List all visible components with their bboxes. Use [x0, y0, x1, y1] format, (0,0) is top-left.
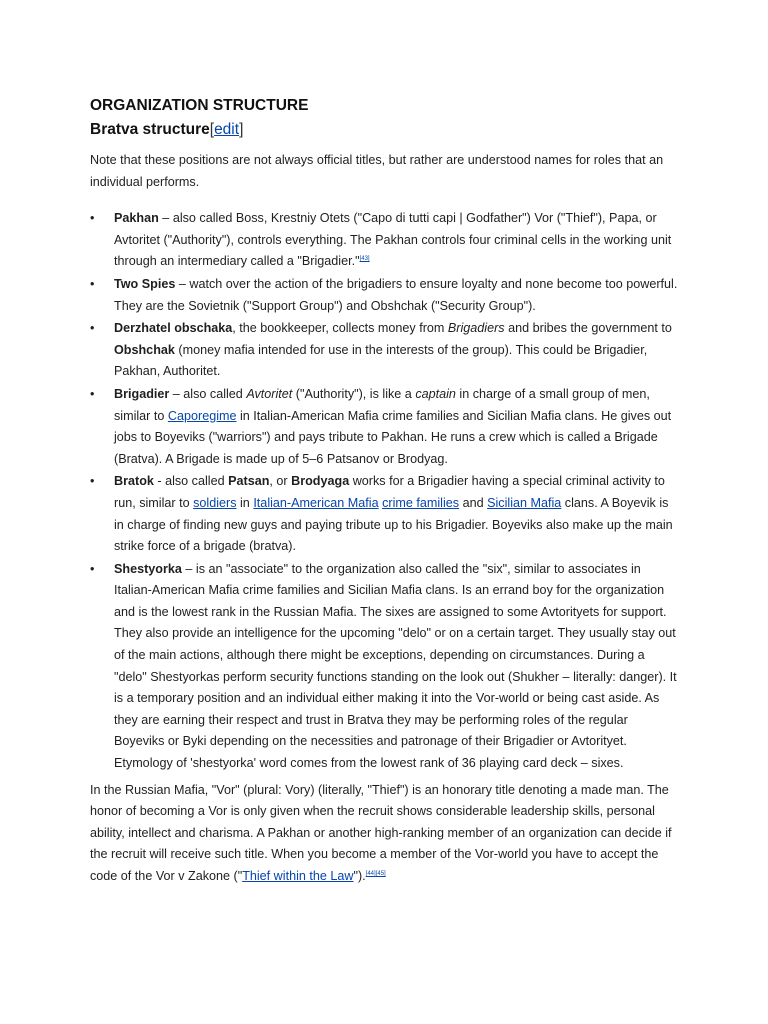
term-bratok: Bratok — [114, 474, 154, 489]
edit-section: [edit] — [209, 121, 244, 138]
term-two-spies: Two Spies — [114, 276, 176, 291]
link-caporegime[interactable]: Caporegime — [167, 408, 237, 423]
list-item-bratok: • Bratok - also called Patsan, or Brodyaga works for a Brigadier having a special criminal activity to run, similar to soldiers in Italian-American Mafia crime families and Sicilian Mafia clans. A Boyevik is in charge of finding new guys and paying tribute up to his Brigadier. Boyeviks also make up the main strike force of a brigade (bratva). — [90, 471, 678, 557]
vor-paragraph: In the Russian Mafia, "Vor" (plural: Vory) (literally, "Thief") is an honorary title denoting a made man. The honor of becoming a Vor is only given when the recruit shows considerable leadership skills, personal ability, intellect and charisma. A Pakhan or another high-ranking member of an organization can decide if the recruit will receive such title. When you become a member of the Vor-world you have to accept the code of the Vor v Zakone ("Thief within the Law").[44][45] — [90, 782, 672, 883]
bullet: • — [90, 386, 95, 401]
citation-43[interactable]: [43] — [359, 256, 370, 263]
list-item-pakhan: • Pakhan – also called Boss, Krestniy Otets ("Capo di tutti capi | Godfather") Vor ("Thief"), Papa, or Avtoritet ("Authority"), controls everything. The Pakhan controls four criminal cells in the working unit through an intermediary called a "Brigadier."[43] — [90, 208, 678, 273]
list-item-derzhatel: • Derzhatel obschaka, the bookkeeper, collects money from Brigadiers and bribes the government to Obshchak (money mafia intended for use in the interests of the group). This could be Brigadier, Pakhan, Authoritet. — [90, 318, 678, 383]
bullet: • — [90, 211, 95, 226]
term-shestyorka: Shestyorka — [114, 561, 182, 576]
link-sicilian-mafia[interactable]: Sicilian Mafia — [487, 495, 562, 510]
term-brigadier: Brigadier — [114, 386, 170, 401]
section-title: Bratva structure — [90, 121, 210, 138]
link-italian-american-mafia[interactable]: Italian-American Mafia — [253, 495, 379, 510]
bullet: • — [90, 561, 95, 576]
page-title: ORGANIZATION STRUCTURE — [90, 97, 309, 114]
intro-paragraph: Note that these positions are not always official titles, but rather are understood names for roles that an individual performs. — [90, 153, 664, 189]
bullet: • — [90, 276, 95, 291]
citation-44[interactable]: [44] — [365, 871, 376, 877]
link-crime-families[interactable]: crime families — [382, 495, 460, 510]
edit-link[interactable]: edit — [214, 121, 240, 138]
list-item-shestyorka: • Shestyorka – is an "associate" to the organization also called the "six", similar to associates in Italian-American Mafia crime families and Sicilian Mafia clans. Is an errand boy for the organization and is the lowest rank in the Russian Mafia. The sixes are assigned to some Avtorityets for support. They also provide an intelligence for the upcoming "delo" or on a certain target. They usually stay out of the main actions, although there might be exceptions, depending on circumstances. During a "delo" Shestyorkas perform security functions standing on the look out (Shukher – literally: danger). It is a temporary position and an individual either making it into the Vor-world or being cast aside. As they are earning their respect and trust in Bratva they may be performing roles of the regular Boyeviks or Byki depending on the necessities and patronage of their Brigadier or Avtorityet. Etymology of 'shestyorka' word comes from the lowest rank of 36 playing card deck – sixes. — [90, 559, 678, 775]
citation-45[interactable]: [45] — [375, 871, 386, 877]
term-pakhan: Pakhan — [114, 211, 159, 226]
article — [90, 96, 678, 888]
roles-list — [90, 208, 678, 774]
section-heading — [90, 119, 678, 141]
bullet: • — [90, 474, 95, 489]
bullet: • — [90, 321, 95, 336]
list-item-two-spies: • Two Spies – watch over the action of the brigadiers to ensure loyalty and none become too powerful. They are the Sovietnik ("Support Group") and Obshchak ("Security Group"). — [90, 274, 678, 317]
term-derzhatel: Derzhatel obschaka — [114, 321, 233, 336]
list-item-brigadier: • Brigadier – also called Avtoritet ("Authority"), is like a captain in charge of a small group of men, similar to Caporegime in Italian-American Mafia crime families and Sicilian Mafia clans. He gives out jobs to Boyeviks ("warriors") and pays tribute to Pakhan. He runs a crew which is called a Brigade (Bratva). A Brigade is made up of 5–6 Patsanov or Brodyag. — [90, 384, 678, 470]
link-soldiers[interactable]: soldiers — [193, 495, 237, 510]
link-thief-within-the-law[interactable]: Thief within the Law — [242, 869, 354, 883]
